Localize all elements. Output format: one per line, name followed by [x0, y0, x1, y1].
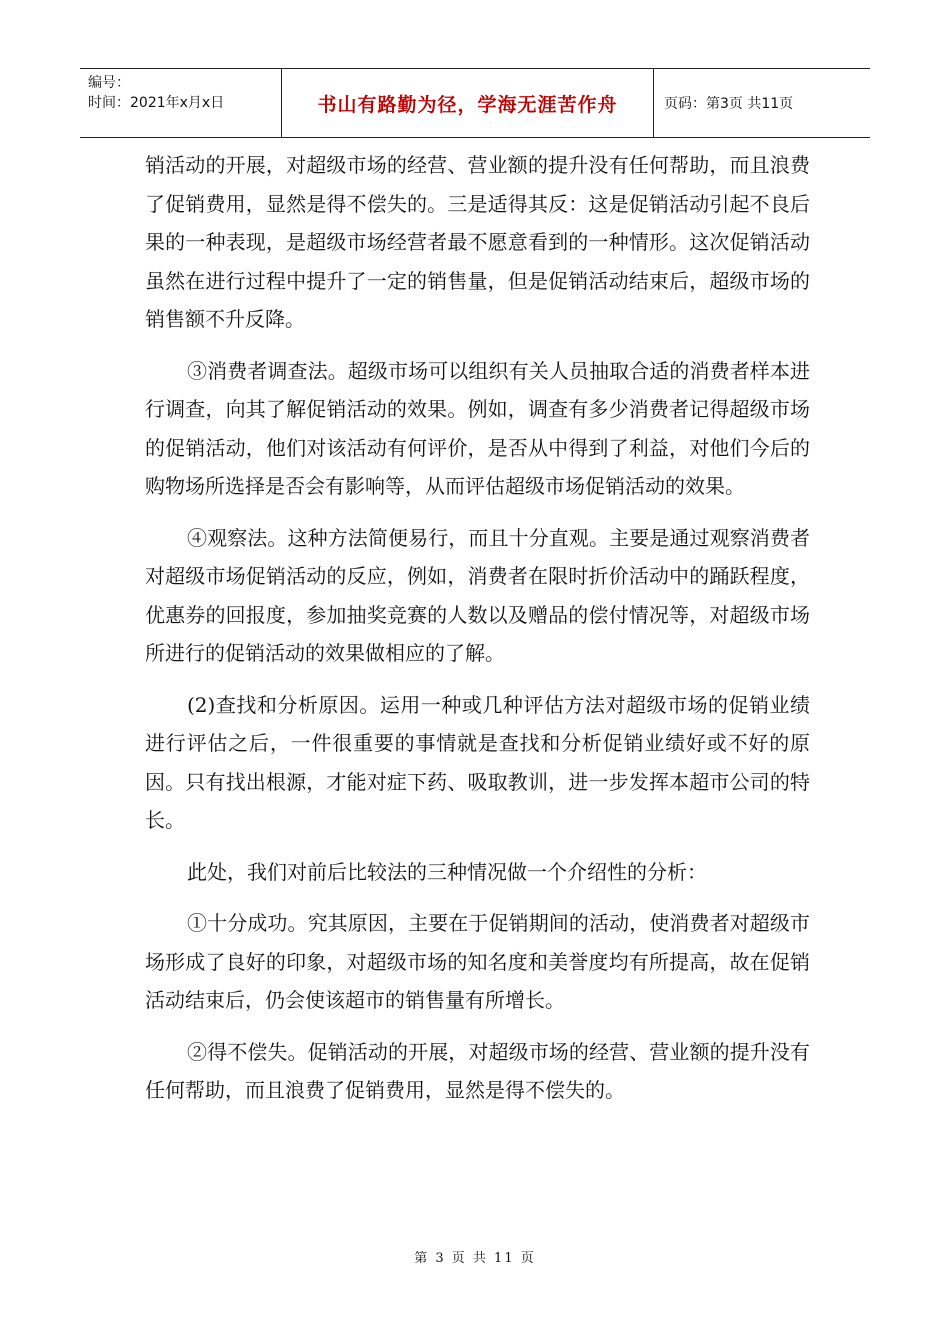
header-motto-cell — [282, 69, 654, 137]
header-meta — [80, 69, 282, 137]
paragraph: 此处，我们对前后比较法的三种情况做一个介绍性的分析： — [187, 859, 707, 884]
paragraph: ②得不偿失。促销活动的开展，对超级市场的经营、营业额的提升没有任何帮助，而且浪费了促销费用，显然是得不偿失的。 — [145, 1039, 810, 1102]
header-page-info: 页码：第3页 共11页 — [664, 96, 794, 112]
paragraph: 销活动的开展，对超级市场的经营、营业额的提升没有任何帮助，而且浪费了促销费用，显然是得不偿失的。三是适得其反：这是促销活动引起不良后果的一种表现，是超级市场经营者最不愿意看到的一种情形。这次促销活动虽然在进行过程中提升了一定的销售量，但是促销活动结束后，超级市场的销售额不升反降。 — [145, 153, 810, 331]
document-date: 时间：2021年x月x日 — [88, 95, 225, 111]
paragraph: ①十分成功。究其原因，主要在于促销期间的活动，使消费者对超级市场形成了良好的印象，对超级市场的知名度和美誉度均有所提高，故在促销活动结束后，仍会使该超市的销售量有所增长。 — [145, 911, 810, 1012]
document-body — [145, 146, 810, 1110]
document-number-label: 编号： — [88, 75, 130, 91]
paragraph: ④观察法。这种方法简便易行，而且十分直观。主要是通过观察消费者对超级市场促销活动的反应，例如，消费者在限时折价活动中的踊跃程度，优惠券的回报度，参加抽奖竞赛的人数以及赠品的偿付情况等，对超级市场所进行的促销活动的效果做相应的了解。 — [145, 525, 810, 665]
paragraph: ③消费者调查法。超级市场可以组织有关人员抽取合适的消费者样本进行调查，向其了解促销活动的效果。例如，调查有多少消费者记得超级市场的促销活动，他们对该活动有何评价，是否从中得到了利益，对他们今后的购物场所选择是否会有影响等，从而评估超级市场促销活动的效果。 — [145, 358, 810, 498]
page-header — [80, 68, 870, 138]
header-motto: 书山有路勤为径，学海无涯苦作舟 — [317, 93, 618, 116]
paragraph: (2)查找和分析原因。运用一种或几种评估方法对超级市场的促销业绩进行评估之后，一件很重要的事情就是查找和分析促销业绩好或不好的原因。只有找出根源，才能对症下药、吸取教训，进一步发挥本超市公司的特长。 — [145, 692, 810, 832]
page-footer: 第 3 页 共 11 页 — [414, 1251, 536, 1266]
